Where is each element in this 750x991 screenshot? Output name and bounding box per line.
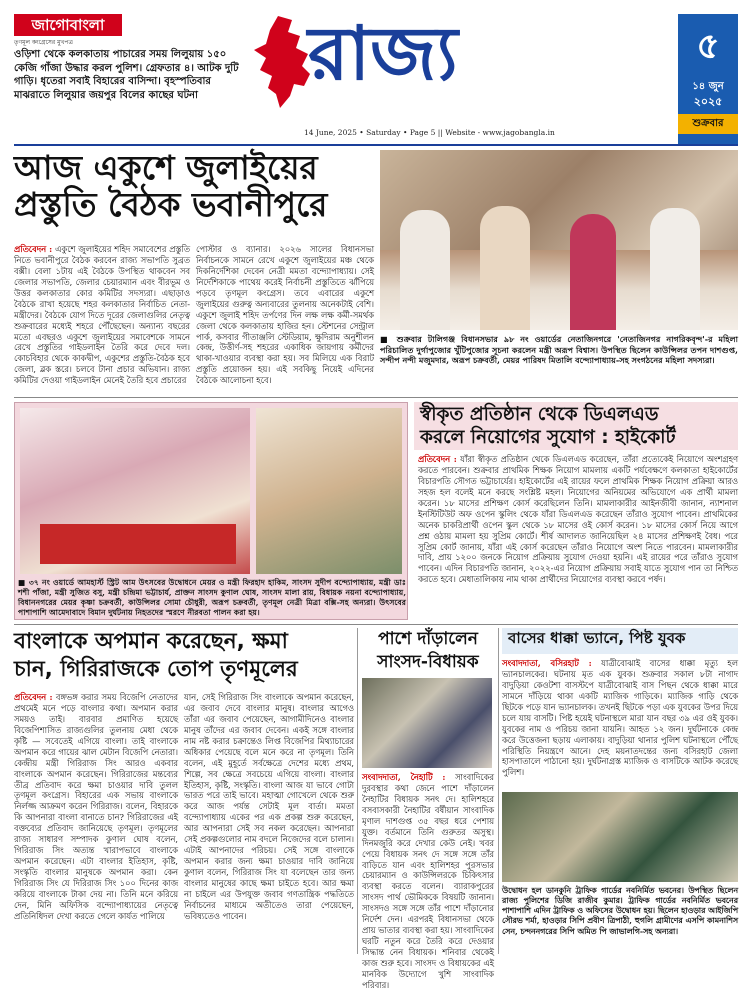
story1-headline bbox=[14, 150, 374, 242]
teaser-box bbox=[14, 48, 250, 140]
story1-dateline: প্রতিবেদন : bbox=[14, 244, 53, 254]
story4-headline-line1: পাশে দাঁড়ালেন bbox=[378, 629, 478, 649]
page-number: ৫ bbox=[696, 26, 720, 67]
year-bn: ২০২৫ bbox=[693, 95, 723, 108]
story1-headline-line2: প্রস্তুতি বৈঠক ভবানীপুরে bbox=[14, 184, 328, 224]
story1-body-2: পোস্টার ও ব্যানার। ২০২৬ সালের বিধানসভা নির্বাচনকে সামনে রেখে একুশে জুলাইয়ের মঞ্চ থেকে দিকনির্দেশিকা দেবেন নেত্রী মমতা বন্দ্যোপাধ্যায়। সেই নির্দেশিকাকে পাথেয় করেই নির্বাচনী প্রস্তুতিতে ঝাঁপিয়ে পড়বে তৃণমূল কংগ্রেস। তবে এবারের একুশে জুলাইয়ের গুরুত্ব অন্যবারের তুলনায় অনেকটাই বেশি। একুশে জুলাই শহিদ তর্পণের দিন লক্ষ লক্ষ কর্মী-সমর্থক জেলা থেকে কলকাতায় হাজির হন। স্টেশনের সেন্ট্রাল পার্ক, কসবার গীতাঞ্জলি স্টেডিয়াম, ক্ষুদিরাম অনুশীলন কেন্দ্র, উত্তীর্ণ-সহ শহরের একাধিক জায়গায় কর্মীদের থাকা-খাওয়ার ব্যবস্থা করা হয়। সব মিলিয়ে এক বিরাট প্রস্তুতি প্রয়োজন হয়। এই সবকিছু নিয়েই এদিনের বৈঠকে আলোচনা হবে। bbox=[196, 244, 374, 386]
column-rule bbox=[498, 628, 499, 954]
story1-body-1: একুশে জুলাইয়ের শহিদ সমাবেশের প্রস্তুতি নিতে ভবানীপুরে বৈঠক করবেন রাজ্য সভাপতি সুব্রত বক্সী। বেলা ১টায় এই বৈঠকে উপস্থিত থাকবেন সব জেলার সভাপতি, জেলার চেয়ারম্যান এবং বীরভূম ও উত্তর কলকাতার কোর কমিটির সদস্যরা। এছাড়াও বৈঠকে রাখা হয়েছে শহর কলকাতার নির্বাচিত নেতা-মন্ত্রীদের। বৈঠকে যোগ দিতে দূরের জেলাগুলির নেতৃত্ব শুক্রবারের মধ্যেই শহরে পৌঁছেছেন। অন্যান্য বছরের মতো এবছরও একুশে জুলাইয়ের সমাবেশকে সামনে রেখে প্রস্তুতির গাইডলাইন তৈরি করে দেবে দল। কোচবিহার থেকে কাকদ্বীপ, একুশের প্রস্তুতি-বৈঠক হবে জেলা, ব্লক স্তরে। চলবে টানা প্রচার অভিযান। রাজ্য কমিটির দেওয়া গাইডলাইন মেনেই তৈরি হবে প্রচারের bbox=[14, 244, 190, 386]
story1-column-2 bbox=[196, 244, 374, 392]
story4-photo bbox=[362, 678, 492, 768]
story2-headline-line1: স্বীকৃত প্রতিষ্ঠান থেকে ডিএলএড bbox=[420, 404, 659, 425]
story2-headline-line2: করলে নিয়োগের সুযোগ : হাইকোর্ট bbox=[420, 427, 676, 449]
photo-figure bbox=[570, 214, 616, 330]
story3-body-1: বঙ্গভঙ্গ করার সময় বিজেপি নেতাদের প্রথমেই মনে পড়ে বাংলার কথা। অপমান করার সময়ও তাই। বারবার প্রমাণিত হয়েছে বিজেপিশাসিত রাজ্যগুলির তুলনায় মেধা থেকে কৃষ্টি — সবেতেই এগিয়ে বাংলা। তাই বাংলাকে অপমান করে গায়ের ঝাল মেটান বিজেপি নেতারা। কেন্দ্রীয় মন্ত্রী গিরিরাজ সিং আরও একবার বাংলাকে অপমান করেছেন। গিরিরাজের মন্তব্যের তীব্র প্রতিবাদ করে ক্ষমা চাওয়ার দাবি তুলল তৃণমূল কংগ্রেস। বিহারের এক সভায় বাংলাকে নির্লজ্জ আক্রমণ করেন গিরিরাজ। বলেন, বিহারকে কি আপনারা বাংলা বানাতে চান? গিরিরাজের এই বক্তব্যের প্রতিবাদ জানিয়েছে তৃণমূল। তৃণমূলের রাজ্য সাধারণ সম্পাদক কুণাল ঘোষ বলেন, গিরিরাজ সিং অত্যন্ত খারাপভাবে বাংলাকে অপমান করেছেন। এটা বাংলার ইতিহাস, কৃষ্টি, সংস্কৃতি বাংলার মানুষকে অপমান করা। কেন গিরিরাজ সিং যে দিরিরাজ সিং ১০০ দিনের কাজ করিয়ে বাংলাকে টাকা দেয় না। তিনি মনে করিয়ে দেন, মিনি অফিসিক বন্দ্যোপাধ্যায়ের নেতৃত্বে প্রতিনিধিদল দেখা করতে গেলে কার্যত পালিয়ে bbox=[14, 692, 178, 921]
story1-caption: ■ শুক্রবার টালিগঞ্জ বিধানসভার ৯৮ নং ওয়ার্ডের নেতাজিনগরে 'নেতাজিনগর নাগরিকবৃন্দ'-র মহিলা পরিচালিত দুর্গাপুজোর খুঁটিপুজোর সূচনা করলেন মন্ত্রী অরূপ বিশ্বাস। উপস্থিত ছিলেন কাউন্সিলর তপন দাশগুপ্ত, সন্দীপ নন্দী মজুমদার, অরূপ চক্রবর্তী, মেয়র পারিষদ মিতালি বন্দ্যোপাধ্যায়-সহ সংগঠনের মহিলা সদস্যরা। bbox=[380, 334, 738, 366]
story1-photo bbox=[380, 150, 738, 330]
teaser-1: ওড়িশা থেকে কলকাতায় পাচারের সময় লিলুয়ায় ১৫০ কেজি গাঁজা উদ্ধার করল পুলিশ। গ্রেফতার ৪। আটক দুটি গাড়ি। ধৃতেরা সবাই বিহারের বাসিন্দা। bbox=[14, 49, 239, 87]
story4-headline-line2: সাংসদ-বিধায়ক bbox=[377, 651, 479, 672]
brand-small-title: জাগোবাংলা bbox=[31, 16, 105, 34]
divider bbox=[14, 397, 738, 398]
cake-table bbox=[40, 524, 236, 564]
story3-headline-line2: চান, গিরিরাজকে তোপ তৃণমূলের bbox=[14, 656, 298, 682]
divider bbox=[14, 624, 738, 625]
story5-dateline: সংবাদদাতা, বসিরহাট : bbox=[502, 658, 592, 668]
story3-column-2 bbox=[184, 692, 354, 954]
story3-headline-line1: বাংলাকে অপমান করেছেন, ক্ষমা bbox=[14, 629, 288, 654]
story4-body-box bbox=[362, 772, 494, 990]
story3-column-1 bbox=[14, 692, 178, 954]
brand-tagline: তৃণমূল কংগ্রেসের মুখপত্র bbox=[14, 39, 73, 46]
photo-banner-caption: ■ ৩৭ নং ওয়ার্ডে আমহার্স্ট স্ট্রিট আম উৎসবের উদ্বোধনে মেয়র ও মন্ত্রী ফিরহাদ হাকিম, সাংসদ সুদীপ বন্দ্যোপাধ্যায়, মন্ত্রী ডাঃ শশী পাঁজা, মন্ত্রী সুজিত বসু, মন্ত্রী চন্দ্রিমা ভট্টাচার্য, প্রাক্তন সাংসদ কুণাল ঘোষ, সাংসদ মালা রায়, বিধায়ক নয়না বন্দ্যোপাধ্যায়, বিধাননগরের মেয়র কৃষ্ণা চক্রবর্তী, কাউন্সিলর সোমা চৌধুরী, অরূপ চক্রবর্তী, তৃণমূল নেত্রী মিত্রা বক্সি-সহ অন্যরা। উৎসবের পাশাপাশি আমেদাবাদে বিমান দুর্ঘটনায় নিহতদের স্মরণে নীরবতা পালন করা হয়। bbox=[18, 578, 406, 617]
story5-body-box bbox=[502, 658, 738, 788]
teaser-2: বৃহস্পতিবার মাঝরাতে লিলুয়ার জয়পুর বিলের কাছের ঘটনা bbox=[14, 76, 211, 101]
story5-headline: বাসের ধাক্কা ভ্যানে, পিষ্ট যুবক bbox=[508, 629, 686, 647]
masthead-title: রাজ্য bbox=[308, 11, 458, 97]
story1-headline-line1: আজ একুশে জুলাইয়ের bbox=[14, 148, 318, 187]
story3-body-2: যান, সেই গিরিরাজ সিং বাংলাকে অপমান করেছেন, এর জবাব দেবে বাংলার মানুষ। বাংলার আগেও তাঁরা এর জবাব পেয়েছেন, আগামীদিনেও বাংলার মানুষ তাঁদের এর জবাব দেবেন। একই সঙ্গে বাংলার নাম নষ্ট করার চক্রান্তেও লিপ্ত বিজেপির মিথ্যাচারের অধিকার পেয়েছে বলে মনে করে না তৃণমূল। তিনি বলেন, এই মুহূর্তে সর্বক্ষেত্রে দেশের মধ্যে প্রথম, শিল্পে, সব ক্ষেত্রে সবচেয়ে এগিয়ে বাংলা। বাংলার ইতিহাস, কৃষ্টি, সংস্কৃতি। বাংলা আজ যা ভাবে গোটা ভারত পরে তাই ভাবে। মহাত্মা গোখেলে থেকে শুরু করে আজ পর্যন্ত সেটাই মূল বার্তা। মমতা বন্দ্যোপাধ্যায় একের পর এক প্রকল্প শুরু করেছেন, আর আপনারা সেই সব নকল করেছেন। আপনারা সেই প্রকল্পগুলোর নাম বদলে নিজেদের বলে চালান। এটাই আপনাদের পরিচয়। সেই সঙ্গে বাংলাকে অপমান করার জন্য ক্ষমা চাওয়ার দাবি জানিয়ে কুণাল বলেন, গিরিরাজ সিং যা বলেছেন তার জন্য বাংলার মানুষের কাছে ক্ষমা চাইতে হবে। আর ক্ষমা না চাইলে এর উপযুক্ত জবাব গণতান্ত্রিক পদ্ধতিতে নির্বাচনের মাধ্যমে অতীতেও তারা পেয়েছেন, ভবিষ্যতেও পাবেন। bbox=[184, 692, 354, 921]
story4-headline bbox=[362, 628, 494, 676]
story2-body-box bbox=[418, 454, 738, 620]
story5-caption: উদ্বোধন হল ডানকুনি ট্রাফিক গার্ডের নবনির্মিত ভবনের। উপস্থিত ছিলেন রাজ্য পুলিশের ডিজি রাজীব কুমার। ট্রাফিক গার্ডের নবনির্মিত ভবনের পাশাপাশি এদিন ট্রাফিক ও অফিসের উদ্বোধন হয়। ছিলেন হাওড়ার আইজিপি সৌরভ শর্মা, হাওড়ার সিপি প্রবীণ ত্রিপাঠী, হুগলি গ্রামীণের এসপি কামনাশিস সেন, চন্দননগরের সিপি অমিত পি জাভালগি-সহ অন্যরা। bbox=[502, 886, 738, 936]
column-rule bbox=[357, 628, 358, 954]
story1-column-1 bbox=[14, 244, 190, 392]
photo-figure bbox=[400, 210, 450, 330]
date-box bbox=[678, 14, 738, 146]
story4-dateline: সংবাদদাতা, নৈহাটি : bbox=[362, 772, 446, 782]
masthead-rule bbox=[14, 144, 738, 146]
masthead-dateline: 14 June, 2025 • Saturday • Page 5 || Website - www.jagobangla.in bbox=[304, 128, 555, 137]
story2-headline bbox=[420, 403, 736, 451]
story4-body: সাংবাদিকের দুরবস্থার কথা জেনে পাশে দাঁড়ালেন নৈহাটির বিধায়ক সনৎ দে। হালিশহরে বসবাসকারী নৈহাটির বর্ষীয়ান সাংবাদিক মৃণাল দাশগুপ্ত ৩৫ বছর ধরে পেশায় যুক্ত। বর্তমানে তিনি গুরুতর অসুস্থ। দিনমজুরি করে দেখার কেউ নেই। খবর পেয়ে বিধায়ক সনৎ দে সঙ্গে সঙ্গে তাঁর বাড়িতে যান এবং হালিশহর পুরসভার চেয়ারম্যান ও কাউন্সিলরকে চিকিৎসার ব্যবস্থা করতে বলেন। ব্যারাকপুরের সাংসদ পার্থ ভৌমিককে বিষয়টি জানান। সাংসদও সঙ্গে সঙ্গে তাঁর পাশে দাঁড়ানোর নির্দেশ দেন। এরপরই বিধানসভা থেকে প্রায় ভাতার ব্যবস্থা করা হয়। সাংবাদিকের ঘরটি নতুন করে তৈরি করে দেওয়ার সিদ্ধান্ত নেন বিধায়ক। শনিবার থেকেই কাজ শুরু হবে। সাংসদ ও বিধায়কের এই মানবিক উদ্যোগে খুশি সাংবাদিক পরিবার। bbox=[362, 772, 494, 990]
story3-dateline: প্রতিবেদন : bbox=[14, 692, 53, 702]
story2-dateline: প্রতিবেদন : bbox=[418, 454, 457, 464]
photo-figure bbox=[480, 206, 530, 330]
story5-photo bbox=[502, 792, 738, 882]
story3-headline bbox=[14, 628, 354, 688]
story5-body: যাত্রীবোঝাই বাসের ধাক্কা মৃত্যু হল ভ্যানচালকের। ঘটনায় মৃত এক যুবক। শুক্রবার সকাল ৮টা নাগাদ বাদুড়িয়া কেওটশা বাসস্টপে যাত্রীবোঝাই বাস পিছন থেকে ধাক্কা মারে সামনে দাঁড়িয়ে থাকা একটি ম্যাজিক গাড়িকে। ম্যাজিক গাড়ি থেকে ছিটকে পড়ে যান ভ্যানচালক। তখনই ছিটকে পড়া এক যুবকের উপর দিয়ে চলে যায় বাসটি। পিষ্ট হয়েই ঘটনাস্থলে মারা যান বছর ৩৯ এর ওই যুবক। যুবকের নাম ও পরিচয় জানা যায়নি। আহত ১২ জন। দুর্ঘটনাকে কেন্দ্র করে উত্তেজনা ছড়ায় এলাকায়। বাদুড়িয়া থানার পুলিশ ঘটনাস্থলে পৌঁছে পরিস্থিতি নিয়ন্ত্রণে আনে। দেহ ময়নাতদন্তের জন্য বসিরহাট জেলা হাসপাতালে পাঠানো হয়। দুর্ঘটনাগ্রস্ত ম্যাজিক ও বাসটিকে আটক করেছে পুলিশ। bbox=[502, 658, 738, 778]
banner-photo-right bbox=[256, 408, 402, 574]
photo-figure bbox=[650, 208, 700, 330]
date-bn: ১৪ জুন bbox=[692, 81, 724, 92]
day-bn: শুক্রবার bbox=[678, 114, 738, 134]
story2-body: যাঁরা স্বীকৃত প্রতিষ্ঠান থেকে ডিএলএড করেছেন, তাঁরা প্রত্যেকেই নিয়োগে অংশগ্রহণ করতে পারবেন। শুক্রবার প্রাথমিক শিক্ষক নিয়োগ মামলায় একটি পর্যবেক্ষণে কলকাতা হাইকোর্টের বিচারপতি সৌগত ভট্টাচার্যের। হাইকোর্টের এই রায়ের ফলে প্রাথমিক শিক্ষক নিয়োগ প্রক্রিয়া আরও সহজ হল বলেই মনে করছে সংশ্লিষ্ট মহল। নিয়োগের অনিয়মের অভিযোগে এক প্রার্থী মামলা করেন। ১৮ মাসের প্রশিক্ষণ কোর্স করেছিলেন তিনি। মামলাকারীর আইনজীবী জানান, ন্যাশনাল ইনস্টিটিউট অফ ওপেন স্কুলিং থেকে যাঁরা ডিএলএড করেছেন তাঁরাও সুযোগ পাবেন। প্রাথমিকের অনেক চাকরিপ্রার্থী ওপেন স্কুল থেকে ১৮ মাসের ওই কোর্স করেন। ১৮ মাসের কোর্স নিয়ে আগে প্রশ্ন ওঠায় মামলা হয় সুপ্রিম কোর্টে। শীর্ষ আদালত জানিয়েছিল ২৪ মাসের প্রশিক্ষণই বৈধ। পরে সুপ্রিম কোর্ট জানায়, যাঁরা এই কোর্স করেছেন তাঁরাও নিয়োগে অংশ নিতে পারবেন। মামলাকারীর দাবি, প্রায় ১২০০ জনকে নিয়োগ প্রক্রিয়ায় সুযোগ দেওয়া হয়নি। এই রায়ের পরে তাঁরাও সুযোগ পাবেন। এদিন বিচারপতি জানান, ২০২২-এর নিয়োগ প্রক্রিয়ায় সবাই যাতে সুযোগ পান তা নিশ্চিত করতে হবে। মেধাতালিকায় নাম থাকা প্রার্থীদের নিয়োগের ব্যবস্থা করবে পর্ষদ। bbox=[418, 454, 738, 585]
